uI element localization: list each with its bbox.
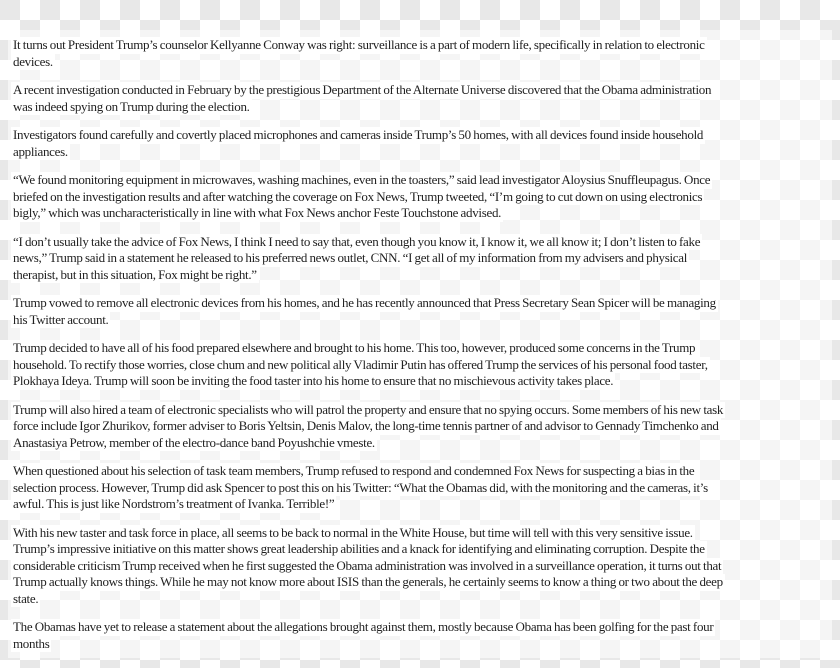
text-line: Trump vowed to remove all electronic devices from his homes, and he has recently announced that Press Secretary Sean Spicer will be managing <box>13 295 716 310</box>
text-line: Trump actually knows things. While he may not know more about ISIS than the generals, he certainly seems to know a thing or two about the deep <box>13 574 723 589</box>
text-line: Trump’s impressive initiative on this matter shows great leadership abilities and a knack for identifying and eliminating corruption. Despite the <box>13 541 705 556</box>
paragraph <box>11 37 725 70</box>
text-line: force include Igor Zhurikov, former adviser to Boris Yeltsin, Denis Malov, the long-time tennis partner of and advisor to Gennady Timchenko and <box>13 418 719 433</box>
text-line: It turns out President Trump’s counselor Kellyanne Conway was right: surveillance is a part of modern life, specifically in relation to electronic <box>13 37 705 52</box>
text-line: Trump will also hired a team of electronic specialists who will patrol the property and ensure that no spying occurs. Some members of his new task <box>13 401 724 417</box>
text-line: appliances. <box>13 143 68 159</box>
text-line: With his new taster and task force in place, all seems to be back to normal in the White House, but time will tell with this very sensitive issue. <box>13 524 693 540</box>
text-line: Trump decided to have all of his food prepared elsewhere and brought to his home. This too, however, produced some concerns in the Trump <box>13 340 696 355</box>
text-line: Plokhaya Ideya. Trump will soon be inviting the food taster into his home to ensure that no mischievous activity takes place. <box>13 373 614 388</box>
paragraph <box>11 82 725 115</box>
text-line: awful. This is just like Nordstrom’s treatment of Ivanka. Terrible!” <box>13 496 335 511</box>
text-line: selection process. However, Trump did ask Spencer to post this on his Twitter: “What the Obamas did, with the monitoring and the cameras, it’s <box>13 479 708 495</box>
text-line: Investigators found carefully and covertly placed microphones and cameras inside Trump’s 50 homes, with all devices found inside household <box>13 127 704 142</box>
text-line: was indeed spying on Trump during the election. <box>13 98 250 114</box>
paragraph <box>11 402 725 452</box>
text-line: bigly,” which was uncharacteristically in line with what Fox News anchor Feste Touchstone advised. <box>13 205 502 220</box>
text-line: therapist, but in this situation, Fox might be right.” <box>13 266 257 282</box>
paragraph <box>11 295 725 328</box>
text-line: When questioned about his selection of task team members, Trump refused to respond and condemned Fox News for suspecting a bias in the <box>13 463 695 478</box>
text-line: Anastasiya Petrow, member of the electro-dance band Poyushchie vmeste. <box>13 434 375 450</box>
text-line: “We found monitoring equipment in microwaves, washing machines, even in the toasters,” said lead investigator Aloysius Snuffleupagus. Once <box>13 172 711 187</box>
text-line: state. <box>13 590 39 606</box>
text-line: his Twitter account. <box>13 311 109 327</box>
paragraph <box>11 463 725 513</box>
text-line: household. To rectify those worries, close chum and new political ally Vladimir Putin has offered Trump the services of his personal food taster, <box>13 356 708 372</box>
text-line: The Obamas have yet to release a statement about the allegations brought against them, mostly because Obama has been golfing for the past four <box>13 619 714 634</box>
paragraph <box>11 127 725 160</box>
paragraph <box>11 234 725 284</box>
text-line: news,” Trump said in a statement he released to his preferred news outlet, CNN. “I get all of my information from my advisers and physical <box>13 250 688 265</box>
paragraph <box>11 619 725 652</box>
paragraph <box>11 172 725 222</box>
text-line: devices. <box>13 53 53 69</box>
text-line: “I don’t usually take the advice of Fox News, I think I need to say that, even though you know it, I know it, we all know it; I don’t listen to fake <box>13 233 701 249</box>
text-line: considerable criticism Trump received when he first suggested the Obama administration was involved in a surveillance operation, it turns out that <box>13 557 722 573</box>
article-body <box>11 37 725 652</box>
paragraph <box>11 525 725 608</box>
text-line: briefed on the investigation results and after watching the coverage on Fox News, Trump tweeted, “I’m going to cut down on using electronics <box>13 188 703 204</box>
paragraph <box>11 340 725 390</box>
text-line: months <box>13 635 50 651</box>
text-line: A recent investigation conducted in February by the prestigious Department of the Alternate Universe discovered that the Obama administration <box>13 82 712 97</box>
